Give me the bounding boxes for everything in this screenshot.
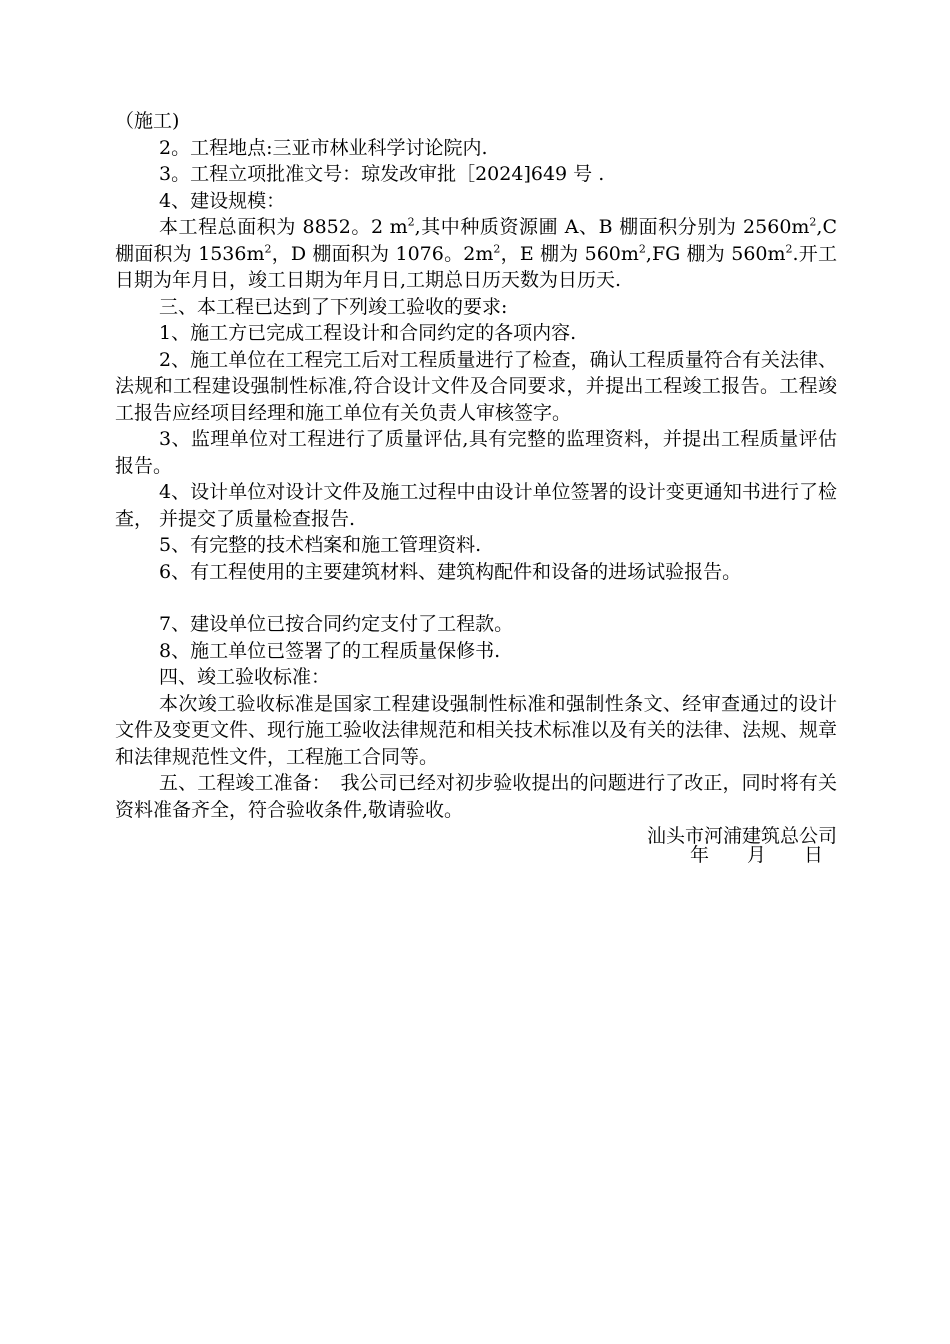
scale-text-c: ,C 棚面积为 1536m — [115, 216, 837, 265]
scale-text-d: ，D 棚面积为 1076。2m — [271, 242, 494, 265]
requirement-6: 6、有工程使用的主要建筑材料、建筑构配件和设备的进场试验报告。 — [159, 560, 742, 583]
scale-text-b: ,其中种质资源圃 A、B 棚面积分别为 2560m — [414, 216, 810, 238]
paragraph-construction: （施工) — [115, 110, 180, 132]
document-body — [115, 108, 837, 850]
requirement-2: 2、施工单位在工程完工后对工程质量进行了检查，确认工程质量符合有关法律、法规和工程建设强制性标准,符合设计文件及合同要求，并提出工程竣工报告。工程竣工报告应经项目经理和施工单位有关负责人审核签字。 — [115, 348, 837, 424]
section-five-preparation: 五、工程竣工准备： 我公司已经对初步验收提出的问题进行了改正，同时将有关资料准备齐全，符合验收条件,敬请验收。 — [115, 772, 837, 821]
scale-text-g: .开工日期为年月日，竣工日期为年月日,工期总日历天数为日历天. — [115, 242, 837, 291]
paragraph-scale-details — [115, 214, 837, 294]
blank-line — [115, 585, 837, 611]
signature-date: 年 月 日 — [690, 844, 824, 866]
acceptance-standard: 本次竣工验收标准是国家工程建设强制性标准和强制性条文、经审查通过的设计文件及变更文件、现行施工验收法律规范和相关技术标准以及有关的法律、法规、规章和法律规范性文件，工程施工合同等。 — [115, 692, 838, 768]
requirement-8: 8、施工单位已签署了的工程质量保修书. — [159, 639, 501, 662]
requirement-1: 1、施工方已完成工程设计和合同约定的各项内容. — [159, 322, 577, 344]
requirement-7: 7、建设单位已按合同约定支付了工程款。 — [159, 613, 514, 635]
scale-text-e: ，E 棚为 560m — [500, 242, 639, 265]
paragraph-location: 2。工程地点:三亚市林业科学讨论院内. — [159, 136, 488, 159]
section-three-heading: 三、本工程已达到了下列竣工验收的要求: — [159, 295, 508, 318]
signature-company: 汕头市河浦建筑总公司 — [646, 825, 837, 847]
superscript-2: 2 — [493, 242, 501, 256]
requirement-5: 5、有完整的技术档案和施工管理资料. — [159, 534, 482, 556]
paragraph-approval-number: 3。工程立项批准文号：琼发改审批［2024]649 号 . — [159, 163, 605, 185]
requirement-3: 3、监理单位对工程进行了质量评估,具有完整的监理资料，并提出工程质量评估报告。 — [115, 428, 837, 477]
section-four-heading: 四、竣工验收标准： — [159, 666, 331, 688]
superscript-2: 2 — [785, 242, 793, 256]
superscript-2: 2 — [407, 215, 415, 229]
superscript-2: 2 — [264, 242, 272, 256]
scale-text-f: ,FG 棚为 560m — [645, 242, 786, 265]
requirement-4: 4、设计单位对设计文件及施工过程中由设计单位签署的设计变更通知书进行了检查， 并提交了质量检查报告. — [115, 481, 837, 530]
paragraph-scale-heading: 4、建设规模： — [159, 189, 286, 212]
scale-text-a: 本工程总面积为 8852。2 m — [159, 216, 408, 238]
superscript-2: 2 — [809, 215, 817, 229]
superscript-2: 2 — [638, 242, 646, 256]
